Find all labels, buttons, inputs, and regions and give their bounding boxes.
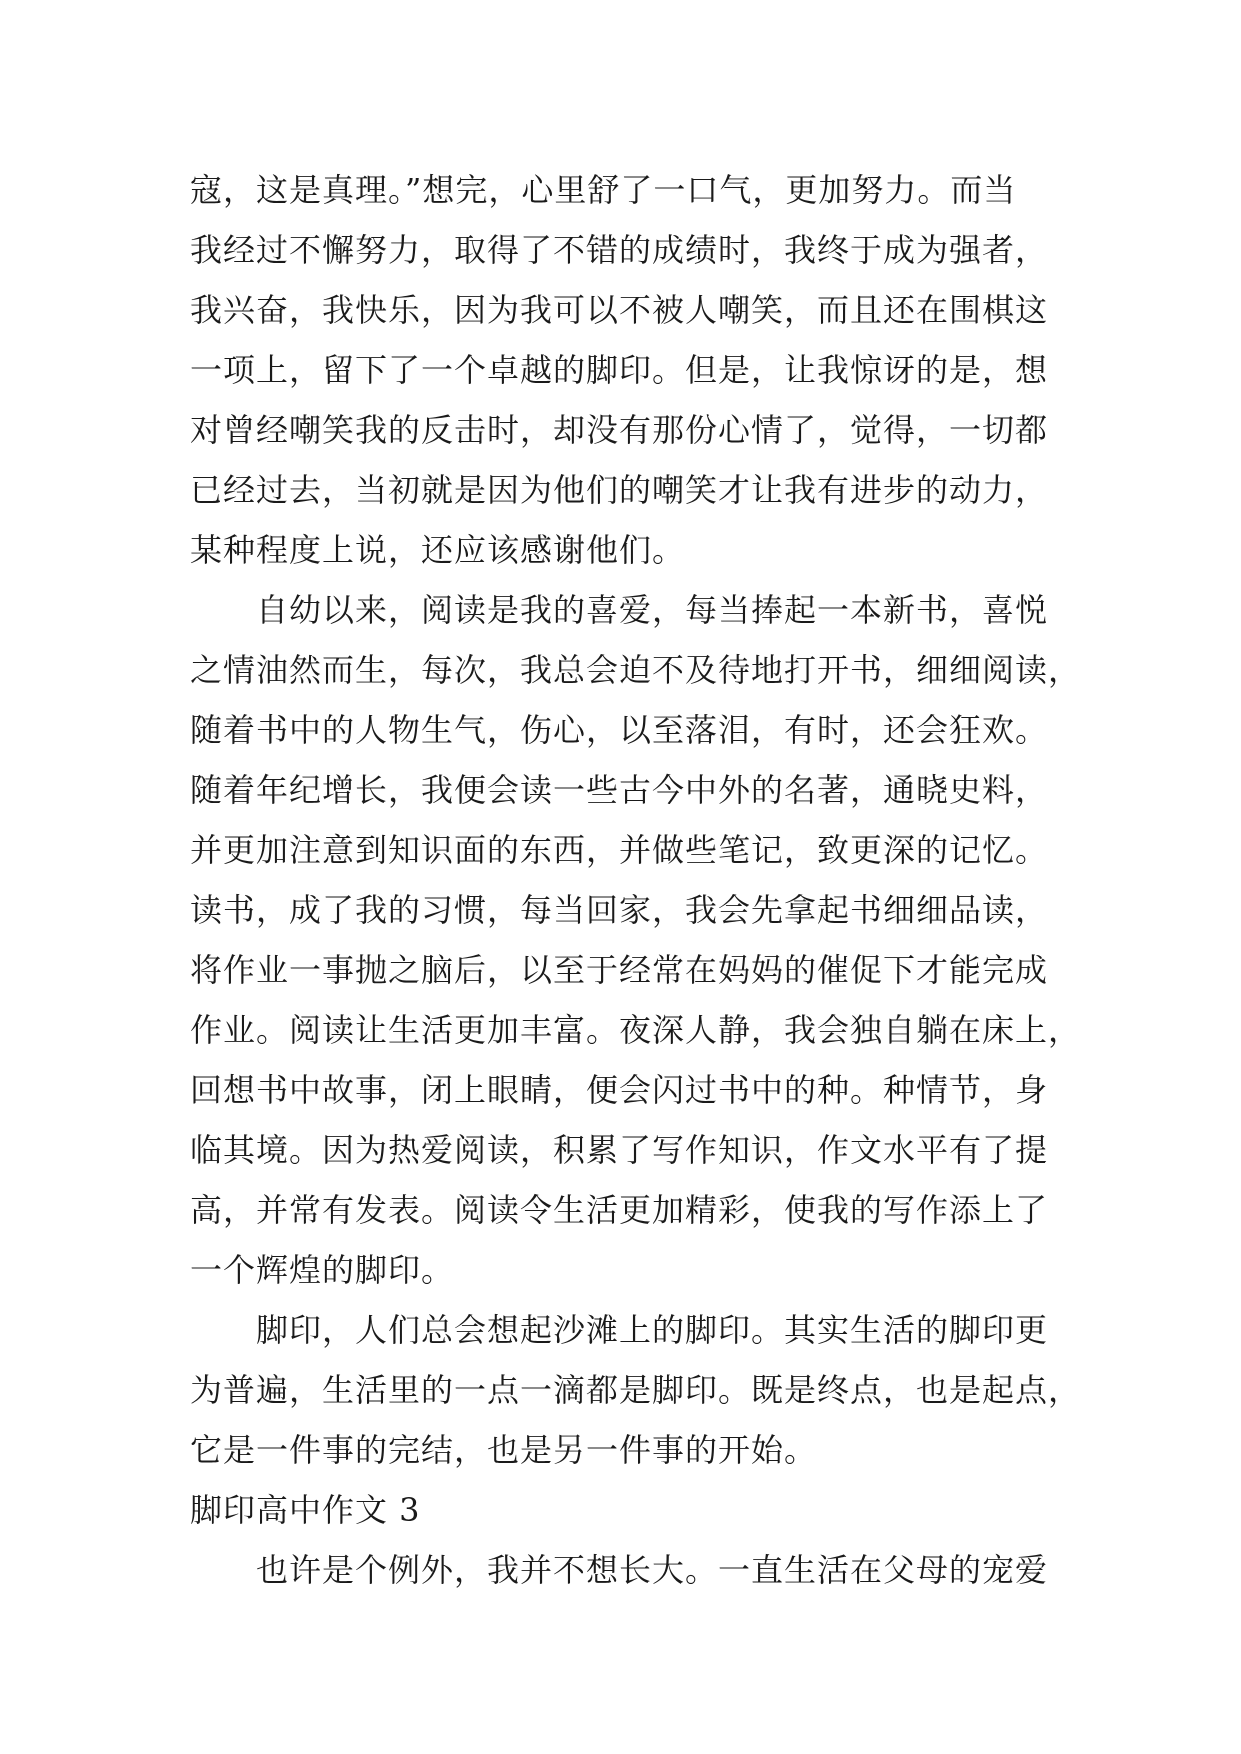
text-line: 为普遍，生活里的一点一滴都是脚印。既是终点，也是起点，	[190, 1371, 1082, 1409]
text-line: 之情油然而生，每次，我总会迫不及待地打开书，细细阅读，	[190, 651, 1082, 689]
text-line: 某种程度上说，还应该感谢他们。	[190, 531, 686, 569]
text-line: 我经过不懈努力，取得了不错的成绩时，我终于成为强者，	[190, 231, 1049, 269]
text-line: 对曾经嘲笑我的反击时，却没有那份心情了，觉得，一切都	[190, 411, 1049, 449]
text-line: 它是一件事的完结，也是另一件事的开始。	[190, 1431, 818, 1469]
document-body	[190, 160, 1082, 1600]
text-line: 已经过去，当初就是因为他们的嘲笑才让我有进步的动力，	[190, 471, 1049, 509]
text-line: 将作业一事抛之脑后，以至于经常在妈妈的催促下才能完成	[190, 951, 1049, 989]
text-line: 高，并常有发表。阅读令生活更加精彩，使我的写作添上了	[190, 1191, 1049, 1229]
text-line: 临其境。因为热爱阅读，积累了写作知识，作文水平有了提	[190, 1131, 1049, 1169]
text-line: 随着书中的人物生气，伤心，以至落泪，有时，还会狂欢。	[190, 711, 1049, 749]
text-line: 随着年纪增长，我便会读一些古今中外的名著，通晓史料，	[190, 771, 1049, 809]
text-line: 回想书中故事，闭上眼睛，便会闪过书中的种。种情节，身	[190, 1071, 1049, 1109]
text-line: 一个辉煌的脚印。	[190, 1251, 455, 1289]
text-line: 作业。阅读让生活更加丰富。夜深人静，我会独自躺在床上，	[190, 1011, 1082, 1049]
text-line: 寇，这是真理。”想完，心里舒了一口气，更加努力。而当	[190, 171, 1017, 209]
section-heading: 脚印高中作文 3	[190, 1491, 421, 1529]
text-line: 我兴奋，我快乐，因为我可以不被人嘲笑，而且还在围棋这	[190, 291, 1049, 329]
paragraph-first-line: 也许是个例外，我并不想长大。一直生活在父母的宠爱	[256, 1551, 1049, 1589]
text-line: 并更加注意到知识面的东西，并做些笔记，致更深的记忆。	[190, 831, 1049, 869]
text-line: 一项上，留下了一个卓越的脚印。但是，让我惊讶的是，想	[190, 351, 1049, 389]
paragraph-first-line: 自幼以来，阅读是我的喜爱，每当捧起一本新书，喜悦	[256, 591, 1049, 629]
paragraph-first-line: 脚印，人们总会想起沙滩上的脚印。其实生活的脚印更	[256, 1311, 1049, 1349]
text-line: 读书，成了我的习惯，每当回家，我会先拿起书细细品读，	[190, 891, 1049, 929]
